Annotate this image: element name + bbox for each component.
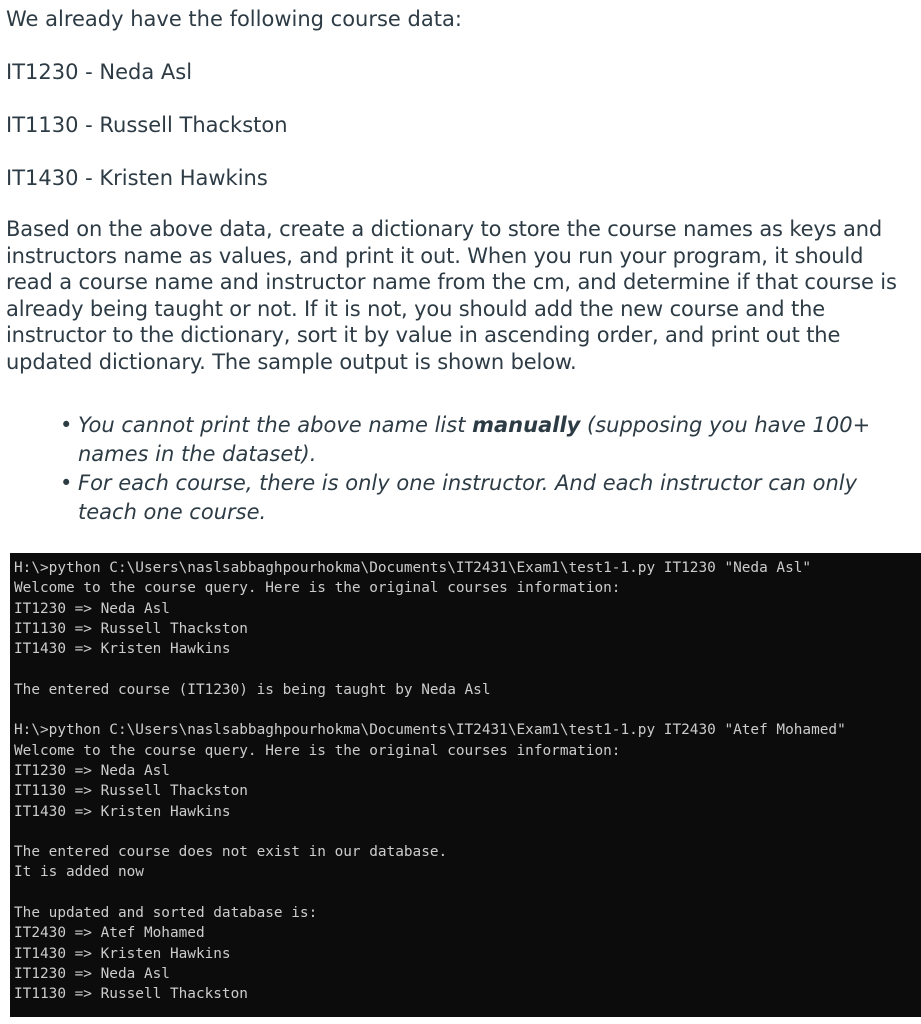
console-line: IT2430 => Atef Mohamed (14, 925, 205, 942)
console-line: IT1230 => Neda Asl (14, 600, 170, 617)
console-line: It is added now (14, 864, 144, 881)
intro-paragraph: We already have the following course data: (6, 7, 462, 31)
console-line: IT1230 => Neda Asl (14, 762, 170, 779)
bullet-text-pre: For each course, there is only one instructor. And each instructor can only teach one course. (78, 471, 858, 524)
bullet-text-pre: You cannot print the above name list (78, 413, 473, 437)
list-item (60, 411, 890, 469)
bullet-text-post: (supposing you have 100+ names in the dataset). (78, 413, 871, 466)
course-line: IT1230 - Neda Asl (6, 60, 193, 84)
bullet-icon: • (60, 471, 73, 495)
console-line: The updated and sorted database is: (14, 905, 318, 922)
console-line: IT1230 => Neda Asl (14, 965, 170, 982)
console-line: H:\>python C:\Users\naslsabbaghpourhokma\Documents\IT2431\Exam1\test1-1.py IT2430 "Atef Mohamed" (14, 722, 846, 739)
console-line (14, 883, 921, 903)
console-line: H:\>python C:\Users\naslsabbaghpourhokma\Documents\IT2431\Exam1\test1-1.py IT1230 "Neda Asl" (14, 560, 812, 576)
course-line: IT1430 - Kristen Hawkins (6, 166, 268, 190)
console-line (14, 659, 921, 679)
console-line: IT1130 => Russell Thackston (14, 986, 248, 1003)
console-line (14, 700, 921, 720)
bullet-text-bold: manually (472, 413, 581, 437)
console-line: Welcome to the course query. Here is the original courses information: (14, 742, 621, 759)
console-line: The entered course (IT1230) is being taught by Neda Asl (14, 681, 491, 698)
console-line: IT1130 => Russell Thackston (14, 620, 248, 637)
bullet-icon: • (60, 413, 73, 437)
console-line: IT1130 => Russell Thackston (14, 783, 248, 800)
console-line (14, 822, 921, 842)
console-line: The entered course does not exist in our database. (14, 844, 448, 861)
console-line: IT1430 => Kristen Hawkins (14, 803, 231, 820)
list-item (60, 469, 890, 527)
instructions-paragraph: Based on the above data, create a dictionary to store the course names as keys and instructors name as values, and print it out. When you run your program, it should read a course name and instructor name from the cm, and determine if that course is already being taught or not. If it is not, you should add the new course and the instructor to the dictionary, sort it by value in ascending order, and print out the updated dictionary. The sample output is shown below. (6, 217, 897, 374)
console-line: Welcome to the course query. Here is the original courses information: (14, 580, 621, 597)
console-line: IT1430 => Kristen Hawkins (14, 945, 231, 962)
requirements-list (60, 411, 890, 527)
course-line: IT1130 - Russell Thackston (6, 113, 288, 137)
console-output (10, 553, 921, 1017)
console-line: IT1430 => Kristen Hawkins (14, 641, 231, 658)
